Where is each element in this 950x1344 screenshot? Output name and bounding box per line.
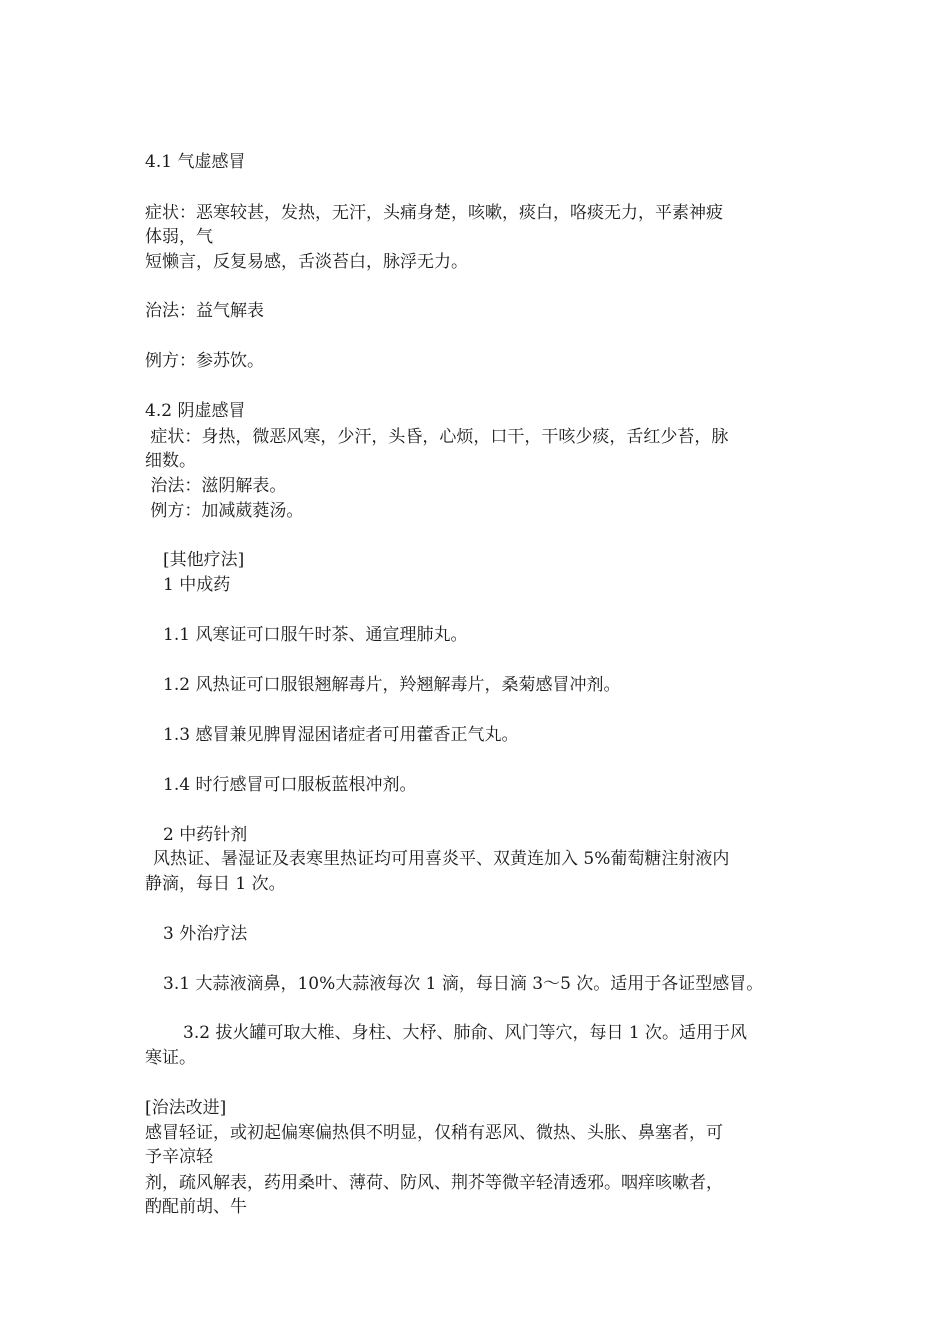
external-therapy-item: 3.1 大蒜液滴鼻，10%大蒜液每次 1 滴，每日滴 3～5 次。适用于各证型感冒。 xyxy=(163,974,764,994)
patent-medicine-item: 1.2 风热证可口服银翘解毒片，羚翘解毒片，桑菊感冒冲剂。 xyxy=(163,675,621,695)
yinxu-formula: 例方：加减葳蕤汤。 xyxy=(145,501,304,521)
patent-medicine-item: 1.4 时行感冒可口服板蓝根冲剂。 xyxy=(163,775,417,795)
external-therapy-item: 3.2 拔火罐可取大椎、身柱、大杼、肺俞、风门等穴，每日 1 次。适用于风 xyxy=(183,1023,748,1043)
external-therapy-item: 寒证。 xyxy=(145,1048,196,1068)
other-therapies-heading: [其他疗法] xyxy=(163,550,245,570)
improvement-text-line: 予辛凉轻 xyxy=(145,1147,213,1167)
patent-medicine-item: 1.1 风寒证可口服午时茶、通宣理肺丸。 xyxy=(163,625,468,645)
injection-text-line: 风热证、暑湿证及表寒里热证均可用喜炎平、双黄连加入 5%葡萄糖注射液内 xyxy=(153,849,730,869)
improvement-text-line: 剂，疏风解表，药用桑叶、薄荷、防风、荆芥等微辛轻清透邪。咽痒咳嗽者， xyxy=(145,1173,723,1193)
patent-medicine-subheading: 1 中成药 xyxy=(163,575,231,595)
yinxu-treatment: 治法：滋阴解表。 xyxy=(145,476,287,496)
patent-medicine-item: 1.3 感冒兼见脾胃湿困诸症者可用藿香正气丸。 xyxy=(163,725,519,745)
qixu-symptom-line: 症状：恶寒较甚，发热，无汗，头痛身楚，咳嗽，痰白，咯痰无力，平素神疲 xyxy=(145,203,723,223)
qixu-symptom-line: 短懒言，反复易感，舌淡苔白，脉浮无力。 xyxy=(145,252,468,272)
qixu-heading: 4.1 气虚感冒 xyxy=(145,152,246,172)
injection-subheading: 2 中药针剂 xyxy=(163,825,248,845)
yinxu-symptom-line: 细数。 xyxy=(145,451,196,471)
qixu-formula: 例方：参苏饮。 xyxy=(145,351,264,371)
treatment-improvement-heading: [治法改进] xyxy=(145,1098,227,1118)
yinxu-heading: 4.2 阴虚感冒 xyxy=(145,401,246,421)
qixu-treatment: 治法：益气解表 xyxy=(145,301,264,321)
external-therapy-subheading: 3 外治疗法 xyxy=(163,924,248,944)
yinxu-symptom-line: 症状：身热，微恶风寒，少汗，头昏，心烦，口干，干咳少痰，舌红少苔，脉 xyxy=(145,427,729,447)
qixu-symptom-line: 体弱，气 xyxy=(145,227,213,247)
improvement-text-line: 感冒轻证，或初起偏寒偏热俱不明显，仅稍有恶风、微热、头胀、鼻塞者，可 xyxy=(145,1123,723,1143)
injection-text-line: 静滴，每日 1 次。 xyxy=(145,874,286,894)
improvement-text-line: 酌配前胡、牛 xyxy=(145,1197,247,1217)
